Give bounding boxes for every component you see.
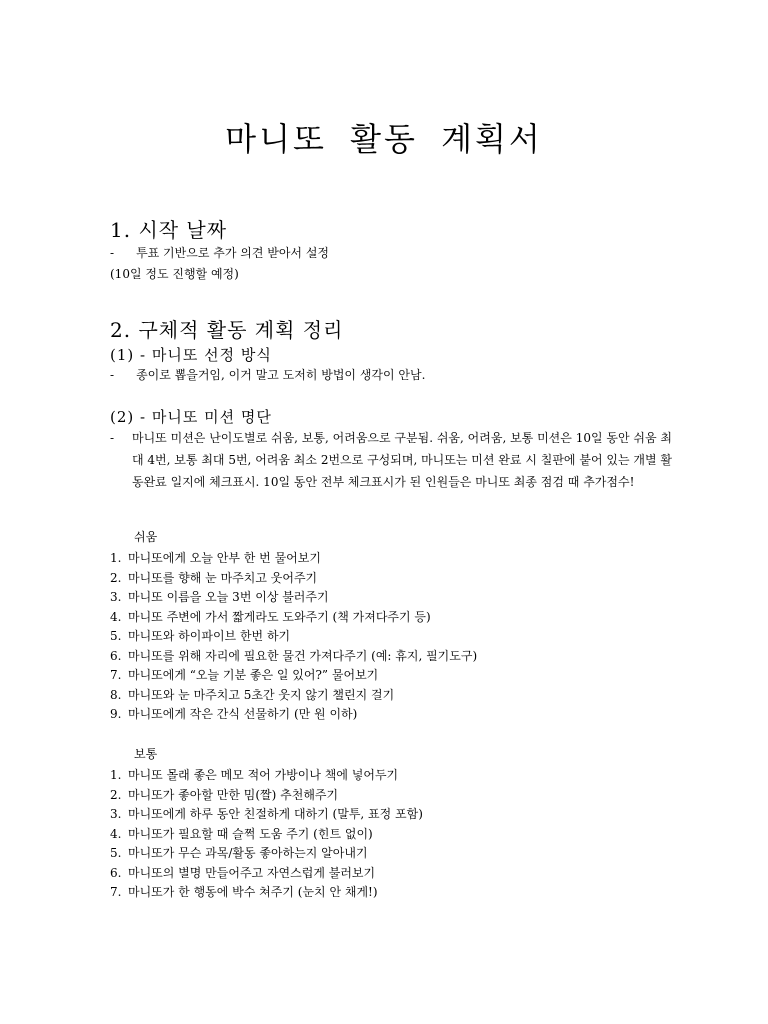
bullet-dash: -: [110, 246, 115, 260]
normal-list-label: 보통: [134, 747, 158, 761]
list-item: [110, 588, 477, 608]
list-item-text: 마니또를 위해 자리에 필요한 물건 가져다주기 (예: 휴지, 필기도구): [128, 648, 478, 663]
easy-mission-list: [110, 549, 477, 725]
list-item-text: 마니또 몰래 좋은 메모 적어 가방이나 책에 넣어두기: [128, 768, 399, 782]
list-item-number: 4.: [110, 826, 122, 841]
subsection-1-heading: (1) - 마니또 선정 방식: [110, 346, 272, 364]
list-item-number: 6.: [110, 648, 122, 663]
list-item-number: 8.: [110, 687, 122, 702]
list-item: [110, 825, 423, 845]
list-item-text: 마니또에게 오늘 안부 한 번 물어보기: [128, 551, 321, 565]
list-item-text: 마니또와 눈 마주치고 5초간 웃지 않기 챌린지 걸기: [128, 687, 395, 702]
list-item-number: 9.: [110, 707, 122, 721]
list-item-number: 2.: [110, 787, 122, 802]
list-item-text: 마니또에게 하루 동안 친절하게 대하기 (말투, 표정 포함): [128, 807, 423, 821]
list-item-text: 마니또와 하이파이브 한번 하기: [128, 629, 291, 643]
bullet-dash: -: [110, 431, 115, 445]
section-1-line-1-text: 투표 기반으로 추가 의견 받아서 설정: [136, 246, 330, 260]
list-item-text: 마니또를 향해 눈 마주치고 웃어주기: [128, 570, 318, 585]
section-1-line-1: [110, 244, 329, 261]
document-title: 마니또 활동 계획서: [225, 120, 543, 158]
mission-description-paragraph: 마니또 미션은 난이도별로 쉬움, 보통, 어려움으로 구분됨. 쉬움, 어려움, 보통 미션은 10일 동안 쉬움 최대 4번, 보통 최대 5번, 어려움 최소 2번으로 구성되며, 마니또는 미션 완료 시 칠판에 붙어 있는 개별 활동완료 일지에 체크표시. 10일 동안 전부 체크표시가 된 인원들은 마니또 최종 점검 때 추가점수!: [132, 431, 672, 489]
subsection-1-line: [110, 366, 425, 383]
list-item-number: 2.: [110, 570, 122, 585]
section-1-heading: 1. 시작 날짜: [110, 218, 228, 242]
list-item-text: 마니또 이름을 오늘 3번 이상 불러주기: [128, 590, 329, 604]
section-1-line-2: (10일 정도 진행할 예정): [110, 267, 239, 281]
list-item-number: 4.: [110, 609, 122, 624]
list-item-number: 7.: [110, 885, 122, 899]
list-item: [110, 766, 423, 786]
list-item-text: 마니또에게 작은 간식 선물하기 (만 원 이하): [128, 707, 358, 721]
list-item-number: 5.: [110, 846, 122, 860]
list-item-text: 마니또의 별명 만들어주고 자연스럽게 불러보기: [128, 865, 376, 880]
list-item-number: 7.: [110, 668, 122, 682]
list-item: [110, 608, 477, 628]
list-item: [110, 864, 423, 884]
list-item: [110, 705, 477, 725]
list-item: [110, 569, 477, 589]
bullet-dash: -: [110, 368, 115, 382]
list-item: [110, 666, 477, 686]
subsection-2-heading: (2) - 마니또 미션 명단: [110, 408, 272, 426]
list-item-number: 5.: [110, 629, 122, 643]
list-item-number: 3.: [110, 807, 122, 821]
list-item: [110, 883, 423, 903]
list-item-text: 마니또 주변에 가서 짧게라도 도와주기 (책 가져다주기 등): [128, 609, 431, 624]
list-item: [110, 647, 477, 667]
list-item-text: 마니또가 필요할 때 슬쩍 도움 주기 (힌트 없이): [128, 826, 373, 841]
list-item-text: 마니또에게 “오늘 기분 좋은 일 있어?” 물어보기: [128, 668, 379, 682]
list-item-number: 1.: [110, 551, 122, 565]
list-item: [110, 786, 423, 806]
list-item-text: 마니또가 좋아할 만한 밈(짤) 추천해주기: [128, 787, 339, 802]
list-item: [110, 627, 477, 647]
normal-mission-list: [110, 766, 423, 903]
subsection-1-text: 종이로 뽑을거임, 이거 말고 도저히 방법이 생각이 안남.: [136, 368, 426, 382]
section-2-heading: 2. 구체적 활동 계획 정리: [110, 318, 344, 342]
easy-list-label: 쉬움: [134, 530, 158, 544]
list-item-number: 3.: [110, 590, 122, 604]
list-item-text: 마니또가 무슨 과목/활동 좋아하는지 알아내기: [128, 846, 368, 860]
list-item: [110, 686, 477, 706]
list-item-text: 마니또가 한 행동에 박수 쳐주기 (눈치 안 채게!): [128, 885, 378, 899]
list-item: [110, 549, 477, 569]
list-item: [110, 805, 423, 825]
list-item-number: 6.: [110, 865, 122, 880]
list-item: [110, 844, 423, 864]
list-item-number: 1.: [110, 768, 122, 782]
